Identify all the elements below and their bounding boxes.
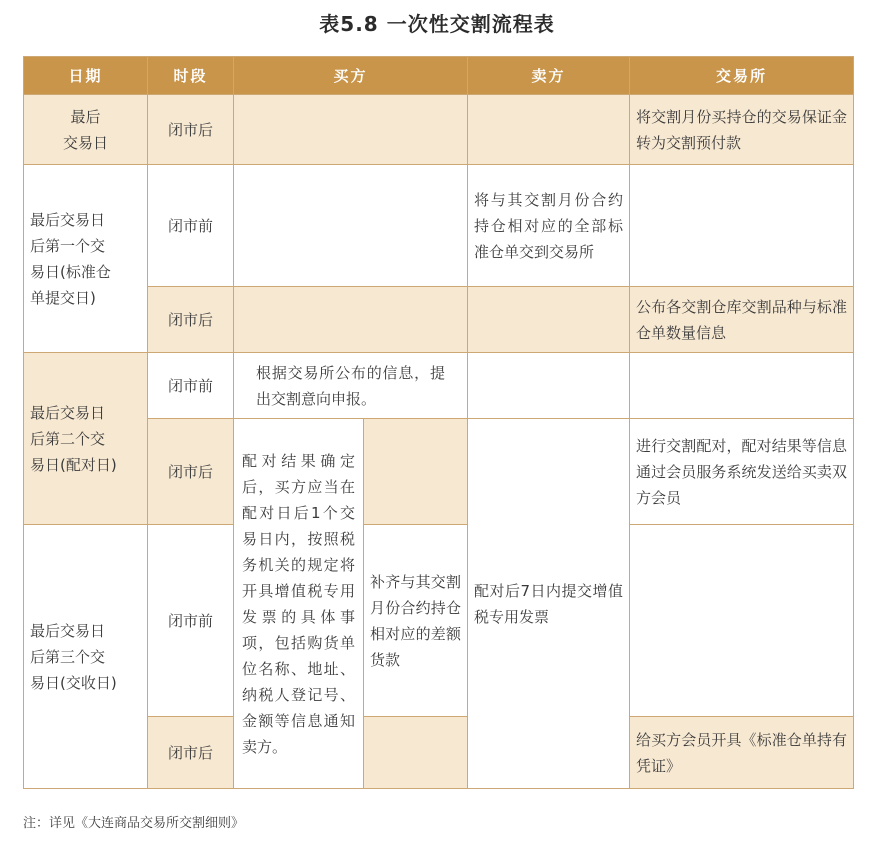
buyer-sub-cell-empty (364, 717, 468, 789)
buyer-cell: 根据交易所公布的信息，提出交割意向申报。 (234, 353, 468, 419)
buyer-cell (234, 95, 468, 165)
table-row (24, 419, 854, 525)
seller-invoice-cell: 配对后7日内提交增值税专用发票 (468, 419, 630, 789)
buyer-sub-cell-empty (364, 419, 468, 525)
seller-cell: 将与其交割月份合约持仓相对应的全部标准仓单交到交易所 (468, 165, 630, 287)
header-seller: 卖方 (468, 57, 630, 95)
session-cell: 闭市前 (148, 165, 234, 287)
table-row (24, 165, 854, 287)
page-title: 表5.8 一次性交割流程表 (319, 12, 555, 36)
session-cell: 闭市后 (148, 95, 234, 165)
exchange-cell: 公布各交割仓库交割品种与标准仓单数量信息 (630, 287, 854, 353)
table-row (24, 95, 854, 165)
table-row (24, 717, 854, 789)
seller-cell (468, 353, 630, 419)
session-cell: 闭市前 (148, 353, 234, 419)
exchange-cell (630, 165, 854, 287)
buyer-cell (234, 287, 468, 353)
session-cell: 闭市后 (148, 717, 234, 789)
table-row (24, 287, 854, 353)
date-cell-first-day-after: 最后交易日 后第一个交 易日(标准仓 单提交日) (24, 165, 148, 353)
session-cell: 闭市前 (148, 525, 234, 717)
exchange-cell: 将交割月份买持仓的交易保证金转为交割预付款 (630, 95, 854, 165)
date-cell-third-day-after: 最后交易日 后第三个交 易日(交收日) (24, 525, 148, 789)
exchange-cell: 给买方会员开具《标准仓单持有凭证》 (630, 717, 854, 789)
exchange-cell (630, 353, 854, 419)
date-cell-last-trading-day: 最后 交易日 (24, 95, 148, 165)
table-row (24, 525, 854, 647)
buyer-cell (234, 165, 468, 287)
date-cell-second-day-after: 最后交易日 后第二个交 易日(配对日) (24, 353, 148, 525)
exchange-cell (630, 525, 854, 717)
seller-cell (468, 95, 630, 165)
exchange-cell: 进行交割配对，配对结果等信息通过会员服务系统发送给买卖双方会员 (630, 419, 854, 525)
session-cell: 闭市后 (148, 287, 234, 353)
delivery-flow-table (23, 56, 854, 789)
footnote: 注：详见《大连商品交易所交割细则》 (23, 816, 245, 831)
header-exchange: 交易所 (630, 57, 854, 95)
seller-cell (468, 287, 630, 353)
header-buyer: 买方 (234, 57, 468, 95)
session-cell: 闭市后 (148, 419, 234, 525)
buyer-balance-cell: 补齐与其交割月份合约持仓相对应的差额货款 (364, 525, 468, 717)
header-session: 时段 (148, 57, 234, 95)
table-row (24, 353, 854, 419)
header-row (24, 57, 854, 95)
buyer-notice-cell: 配对结果确定后，买方应当在配对日后1个交易日内，按照税务机关的规定将开具增值税专用发票的具体事项，包括购货单位名称、地址、纳税人登记号、金额等信息通知卖方。 (234, 419, 364, 789)
header-date: 日期 (24, 57, 148, 95)
